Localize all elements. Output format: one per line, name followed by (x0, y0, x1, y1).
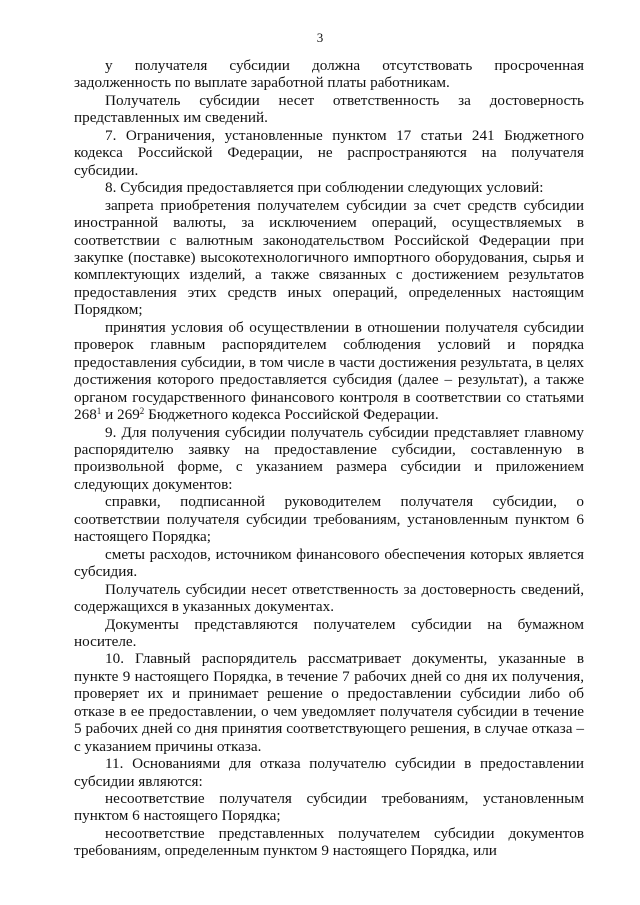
paragraph: 11. Основаниями для отказа получателю субсидии в предоставлении субсидии являются: (74, 755, 584, 790)
paragraph-with-superscripts (74, 319, 584, 424)
paragraph-text: и 269 (101, 406, 140, 424)
paragraph: 9. Для получения субсидии получатель субсидии представляет главному распорядителю заявку на предоставление субсидии, составленную в произвольной форме, с указанием размера субсидии и приложением следующих документов: (74, 423, 584, 493)
page-number: 3 (316, 30, 324, 45)
paragraph: 7. Ограничения, установленные пунктом 17 статьи 241 Бюджетного кодекса Российской Федерации, не распространяются на получателя субсидии. (74, 126, 584, 179)
paragraph: Получатель субсидии несет ответственность за достоверность сведений, содержащихся в указанных документах. (74, 580, 584, 616)
paragraph: Документы представляются получателем субсидии на бумажном носителе. (74, 615, 584, 650)
paragraph: 10. Главный распорядитель рассматривает документы, указанные в пункте 9 настоящего Порядка, в течение 7 рабочих дней со дня их получения, проверяет их и принимает решение о предоставлении субсидии либо об отказе в ее предоставлении, о чем уведомляет получателя субсидии в течение 5 рабочих дней со дня принятия соответствующего решения, в случае отказа – с указанием причины отказа. (74, 650, 584, 755)
paragraph-text: принятия условия об осуществлении в отношении получателя субсидии проверок главным распорядителем соблюдения условий и порядка предоставления субсидии, в том числе в части достижения результата, в целях достижения которого предоставляется субсидия (далее – результат), а также органом государственного финансового контроля в соответствии со статьями 268 (74, 318, 584, 424)
superscript: 1 (96, 406, 102, 417)
paragraph: Получатель субсидии несет ответственность за достоверность представленных им сведений. (74, 91, 584, 127)
paragraph: справки, подписанной руководителем получателя субсидии, о соответствии получателя субсидии требованиям, установленным пунктом 6 настоящего Порядка; (74, 493, 584, 546)
paragraph: сметы расходов, источником финансового обеспечения которых является субсидия. (74, 545, 584, 581)
paragraph-text: Бюджетного кодекса Российской Федерации. (144, 406, 439, 424)
superscript: 2 (139, 406, 145, 417)
document-body (74, 57, 584, 860)
paragraph: 8. Субсидия предоставляется при соблюдении следующих условий: (105, 179, 544, 197)
paragraph: запрета приобретения получателем субсидии за счет средств субсидии иностранной валюты, за исключением операций, осуществляемых в соответствии с валютным законодательством Российской Федерации при закупке (поставке) высокотехнологичного импортного оборудования, сырья и комплектующих изделий, а также связанных с достижением результатов предоставления этих средств иных операций, определенных настоящим Порядком; (74, 196, 584, 319)
paragraph: несоответствие представленных получателем субсидии документов требованиям, определенным пунктом 9 настоящего Порядка, или (74, 824, 584, 860)
paragraph: у получателя субсидии должна отсутствовать просроченная задолженность по выплате заработной платы работникам. (74, 57, 584, 92)
paragraph: несоответствие получателя субсидии требованиям, установленным пунктом 6 настоящего Порядка; (74, 790, 584, 825)
